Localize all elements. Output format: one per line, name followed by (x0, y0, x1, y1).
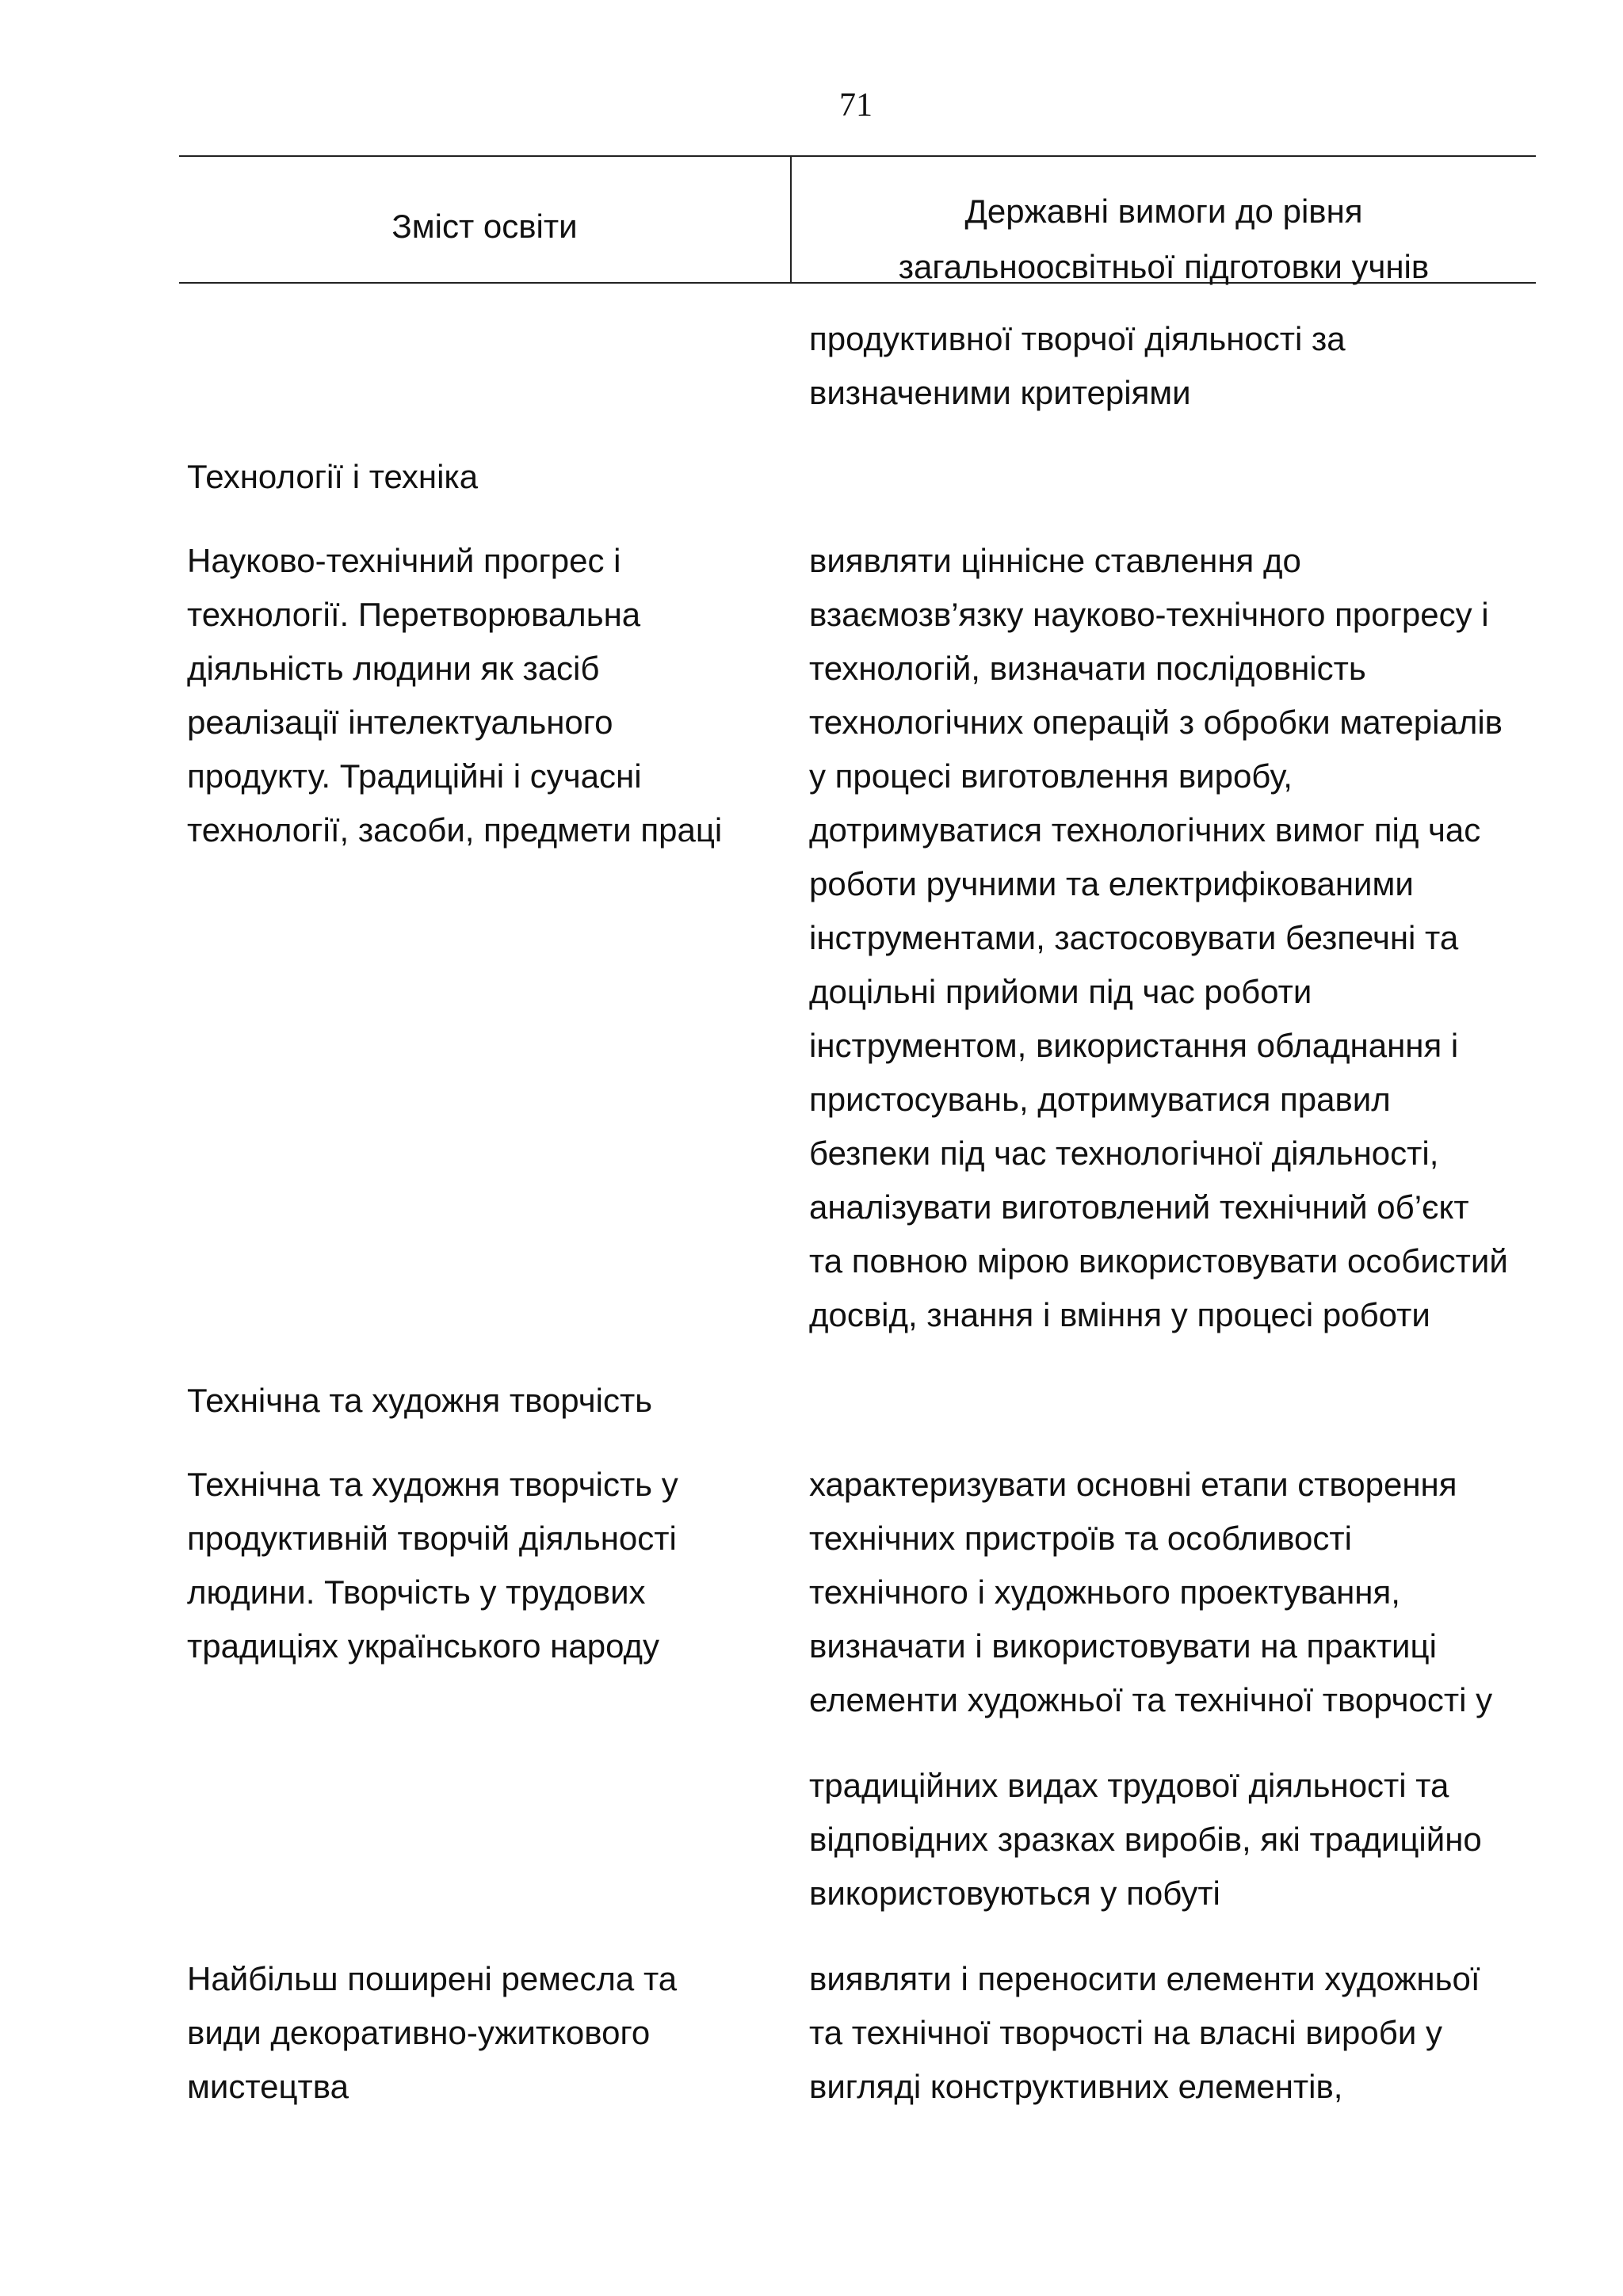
page-number: 71 (839, 87, 873, 124)
table-row (179, 1952, 1536, 2114)
requirements-cell: продуктивної творчої діяльності за визначеними критеріями (809, 320, 1346, 411)
requirements-cell (790, 1458, 1536, 1920)
section-heading: Технології і техніка (187, 458, 479, 495)
requirements-cell: виявляти і переносити елементи художньої та технічної творчості на власні вироби у вигляді конструктивних елементів, (809, 1960, 1480, 2105)
table-header (179, 155, 1536, 284)
table-row (179, 312, 1536, 420)
section-row (179, 1374, 1536, 1428)
requirements-table (179, 155, 1536, 2114)
table-row (179, 534, 1536, 1342)
header-content-column: Зміст освіти (391, 208, 578, 245)
requirements-text: характеризувати основні етапи створення технічних пристроїв та особливості технічного і художнього проектування, визначати і використовувати на практиці елементи художньої та технічної творчості у (809, 1466, 1493, 1718)
header-requirements-column: Державні вимоги до рівня загальноосвітньої підготовки учнів (898, 193, 1430, 285)
section-heading: Технічна та художня творчість (187, 1382, 653, 1419)
requirements-cell: виявляти ціннісне ставлення до взаємозв’язку науково-технічного прогресу і технологій, визначати послідовність технологічних операцій з обробки матеріалів у процесі виготовлення виробу, дотримуватися технологічних вимог під час роботи ручними та електрифікованими інструментами, застосовувати безпечні та доцільні прийоми під час роботи інструментом, використання обладнання і пристосувань, дотримуватися правил безпеки під час технологічної діяльності, аналізувати виготовлений технічний об’єкт та повною мірою використовувати особистий досвід, знання і вміння у процесі роботи (809, 542, 1508, 1333)
requirements-text-continued: традиційних видах трудової діяльності та відповідних зразках виробів, які традиційно використовуються у побуті (809, 1767, 1482, 1912)
section-row (179, 450, 1536, 504)
content-cell: Найбільш поширені ремесла та види декоративно-ужиткового мистецтва (187, 1960, 678, 2105)
content-cell (179, 312, 790, 420)
table-row (179, 1458, 1536, 1920)
content-cell: Технічна та художня творчість у продуктивній творчій діяльності людини. Творчість у трудових традиціях українського народу (187, 1466, 678, 1665)
content-cell: Науково-технічний прогрес і технології. Перетворювальна діяльність людини як засіб реалізації інтелектуального продукту. Традиційні і сучасні технології, засоби, предмети праці (187, 542, 723, 849)
